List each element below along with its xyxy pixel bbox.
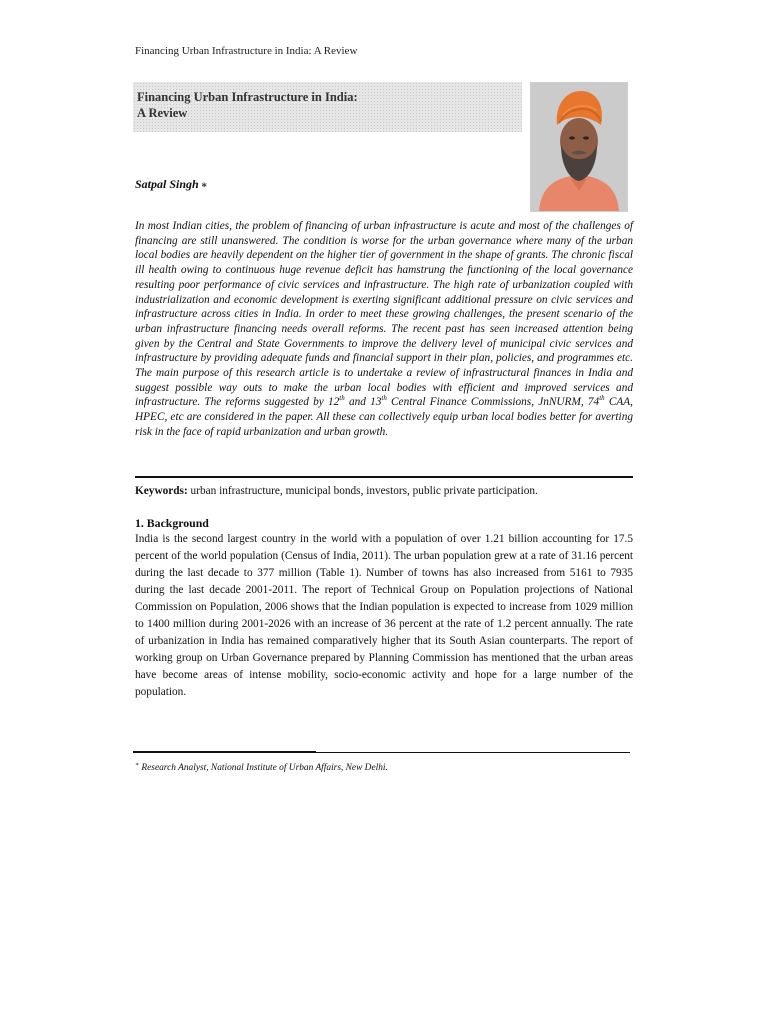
- title-box: [133, 82, 522, 132]
- abstract-text: In most Indian cities, the problem of financing of urban infrastructure is acute and most of the challenges of financing are still unanswered. The condition is worse for the urban governance where many of the urban local bodies are heavily dependent on the higher tier of government in the shape of grants. The chronic fiscal ill health owing to continuous huge revenue deficit has hamstrung the functioning of the local governance resulting poor performance of civic services and infrastructure. The high rate of urbanization coupled with industrialization and economic development is exerting significant additional pressure on civic services and infrastructure across cities in India. In order to meet these growing challenges, the present scenario of the urban infrastructure financing needs overall reforms. The recent past has seen increased attention being given by the Central and State Governments to improve the delivery level of municipal civic services and infrastructure by providing adequate funds and financial support in their plan, policies, and programmes etc. The main purpose of this research article is to undertake a review of infrastructural finances in India and suggest possible way outs to make the urban local bodies with efficient and improved services and infrastructure. The reforms suggested by 12: [135, 220, 633, 409]
- abstract-divider: [135, 476, 633, 478]
- abstract-and: and 13: [344, 396, 382, 409]
- footnote-text: Research Analyst, National Institute of Urban Affairs, New Delhi.: [139, 763, 388, 774]
- author-footnote-mark: ∗: [200, 180, 208, 191]
- superscript-th: th: [599, 394, 605, 403]
- footnote-divider: [133, 751, 316, 753]
- keywords-label: Keywords:: [135, 485, 188, 497]
- keywords-text: urban infrastructure, municipal bonds, investors, public private participation.: [187, 485, 538, 497]
- abstract-commissions: Central Finance Commissions, JnNURM, 74: [386, 396, 600, 409]
- author-name: Satpal Singh: [135, 177, 199, 191]
- superscript-th: th: [339, 394, 345, 403]
- abstract: [135, 219, 633, 440]
- footnote: [135, 761, 388, 773]
- keywords: [135, 485, 633, 497]
- paper-title: [137, 89, 358, 121]
- title-line-2: A Review: [137, 106, 188, 120]
- superscript-th: th: [381, 394, 387, 403]
- footnote-mark: ∗: [135, 762, 140, 768]
- running-head: Financing Urban Infrastructure in India: A Review: [135, 45, 358, 57]
- author-portrait-icon: [531, 83, 627, 211]
- abstract-tail: CAA, HPEC, etc are considered in the paper. All these can collectively equip urban local bodies better for averting risk in the face of rapid urbanization and urban growth.: [135, 396, 633, 438]
- title-line-1: Financing Urban Infrastructure in India:: [137, 90, 358, 104]
- author-photo: [530, 82, 628, 212]
- footnote-divider-line: [316, 752, 630, 753]
- author-line: [135, 177, 208, 192]
- section-heading: 1. Background: [135, 516, 209, 530]
- section-body: India is the second largest country in the world with a population of over 1.21 billion accounting for 17.5 percent of the world population (Census of India, 2011). The urban population grew at a rate of 31.16 percent during the last decade to 377 million (Table 1). Number of towns has also increased from 5161 to 7935 during the last decade 2001-2011. The report of Technical Group on Population projections of National Commission on Population, 2006 shows that the Indian population is expected to increase from 1029 million to 1400 million during 2001-2026 with an increase of 36 percent at the rate of 1.2 percent annually. The rate of urbanization in India has remained comparatively higher that its South Asian counterparts. The report of working group on Urban Governance prepared by Planning Commission has mentioned that the urban areas have become areas of intense mobility, socio-economic activity and hope for a large number of the population.: [135, 533, 633, 698]
